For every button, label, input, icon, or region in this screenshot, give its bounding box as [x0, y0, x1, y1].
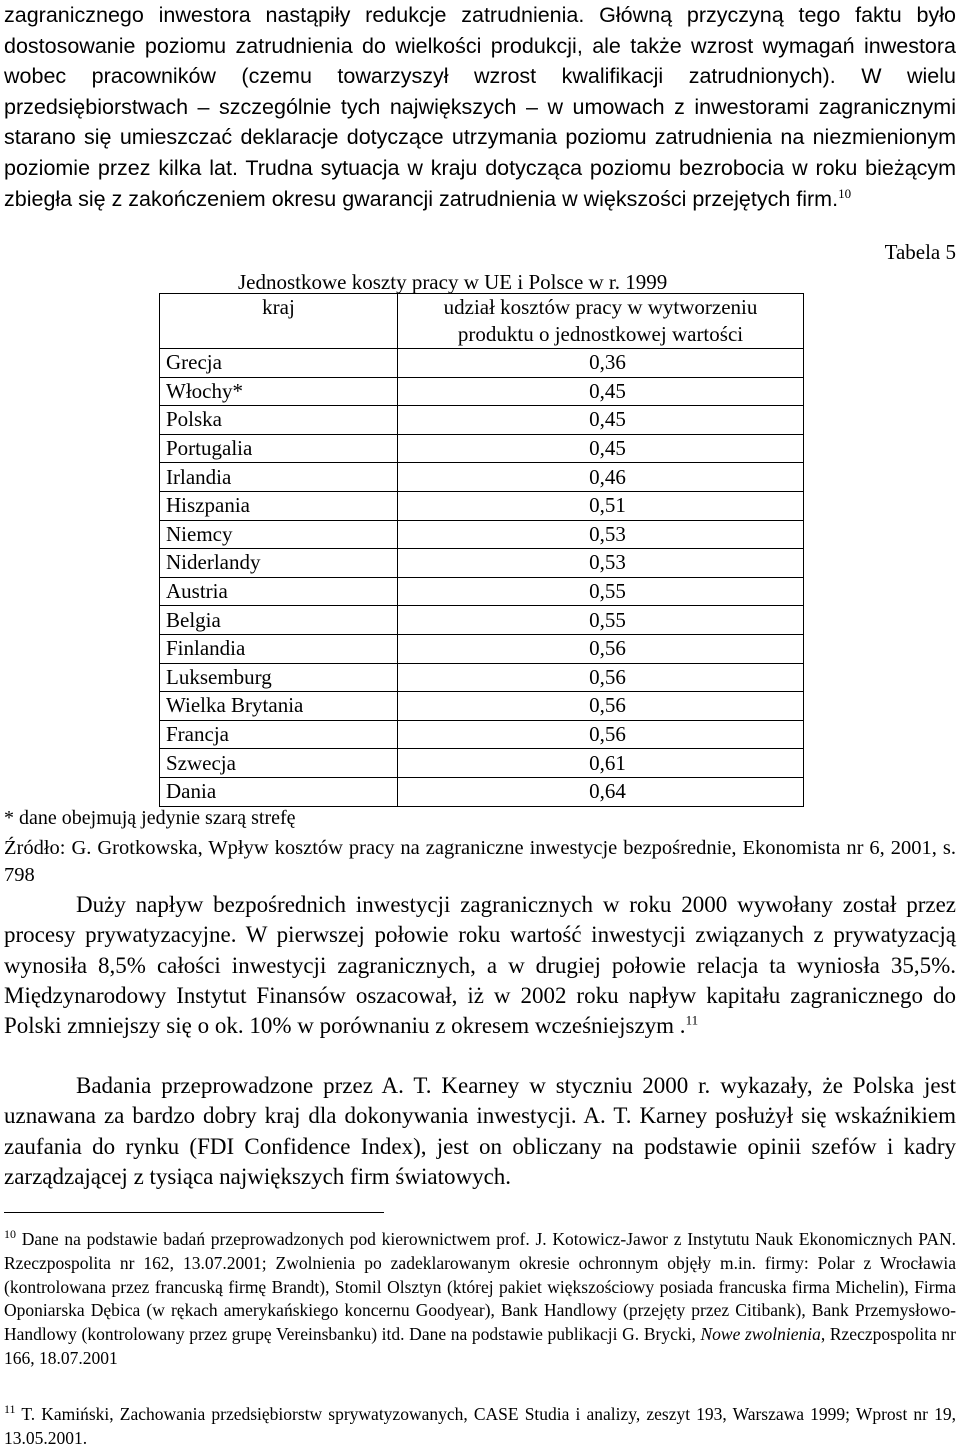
cell-kraj: Portugalia — [160, 434, 398, 463]
paragraph-3: Badania przeprowadzone przez A. T. Kearney w styczniu 2000 r. wykazały, że Polska jest uznawana za bardzo dobry kraj dla dokonywania inwestycji. A. T. Karney posłużył się wskaźnikiem zaufania do rynku (FDI Confidence Index), jest on obliczany na podstawie opinii szefów i kadry zarządzającej z tysiąca największych firm światowych. — [4, 1073, 956, 1189]
table-row — [160, 349, 804, 378]
cell-value: 0,45 — [398, 434, 804, 463]
intro-paragraph-text: zagranicznego inwestora nastąpiły redukcje zatrudnienia. Główną przyczyną tego faktu było dostosowanie poziomu zatrudnienia do wielkości produkcji, ale także wzrost wymagań inwestora wobec pracowników (czemu towarzyszył wzrost kwalifikacji zatrudnionych). W wielu przedsiębiorstwach – szczególnie tych największych – w umowach z inwestorami zagranicznymi starano się umieszczać deklaracje dotyczące utrzymania poziomu zatrudnienia na niezmienionym poziomie przez kilka lat. Trudna sytuacja w kraju dotycząca poziomu bezrobocia w roku bieżącym zbiegła się z zakończeniem okresu gwarancji zatrudnienia w większości przejętych firm. — [4, 3, 956, 211]
header-udzial: udział kosztów pracy w wytworzeniu produktu o jednostkowej wartości — [398, 294, 804, 349]
cell-kraj: Wielka Brytania — [160, 692, 398, 721]
table-header-row — [160, 294, 804, 349]
footnote-ref-10[interactable]: 10 — [838, 185, 852, 201]
footnote-10-text-after: , Rzeczpospolita nr 166, 18.07.2001 — [4, 1324, 957, 1368]
cell-value: 0,61 — [398, 749, 804, 778]
cell-value: 0,53 — [398, 520, 804, 549]
cell-value: 0,64 — [398, 777, 804, 806]
table-row — [160, 606, 804, 635]
cell-kraj: Luksemburg — [160, 663, 398, 692]
cell-value: 0,55 — [398, 606, 804, 635]
cell-kraj: Polska — [160, 406, 398, 435]
table-row — [160, 377, 804, 406]
cell-kraj: Niderlandy — [160, 549, 398, 578]
cell-value: 0,51 — [398, 491, 804, 520]
cell-value: 0,53 — [398, 549, 804, 578]
paragraph-2-text: Duży napływ bezpośrednich inwestycji zagranicznych w roku 2000 wywołany został przez procesy prywatyzacyjne. W pierwszej połowie roku wartość inwestycji związanych z prywatyzacją wynosiła 8,5% całości inwestycji zagranicznych, a w drugiej połowie relacja ta wyniosła 35,5%. Międzynarodowy Instytut Finansów oszacował, iż w 2002 roku napływ kapitału zagranicznego do Polski zmniejszy się o ok. 10% w porównaniu z okresem wcześniejszym . — [4, 892, 956, 1039]
footnote-10 — [4, 1228, 956, 1371]
cell-kraj: Austria — [160, 577, 398, 606]
footnote-11-number: 11 — [4, 1402, 16, 1417]
cell-kraj: Szwecja — [160, 749, 398, 778]
cell-value: 0,55 — [398, 577, 804, 606]
footnote-11 — [4, 1403, 956, 1451]
cell-kraj: Dania — [160, 777, 398, 806]
intro-paragraph — [4, 0, 956, 214]
table-source: Źródło: G. Grotkowska, Wpływ kosztów pracy na zagraniczne inwestycje bezpośrednie, Ekonomista nr 6, 2001, s. 798 — [4, 837, 956, 886]
table-row — [160, 520, 804, 549]
table-note: * dane obejmują jedynie szarą strefę — [4, 807, 296, 829]
labor-cost-table — [159, 293, 804, 807]
table-row — [160, 463, 804, 492]
paragraph-2 — [4, 890, 956, 1041]
cell-kraj: Finlandia — [160, 634, 398, 663]
table-row — [160, 434, 804, 463]
cell-kraj: Francja — [160, 720, 398, 749]
table-row — [160, 663, 804, 692]
cell-value: 0,36 — [398, 349, 804, 378]
cell-value: 0,56 — [398, 720, 804, 749]
cell-value: 0,56 — [398, 692, 804, 721]
table-body — [160, 349, 804, 807]
footnote-divider — [4, 1212, 384, 1213]
cell-value: 0,56 — [398, 634, 804, 663]
table-row — [160, 549, 804, 578]
table-row — [160, 720, 804, 749]
footnote-ref-11[interactable]: 11 — [685, 1012, 699, 1028]
table-caption: Jednostkowe koszty pracy w UE i Polsce w r. 1999 — [238, 270, 668, 294]
table-row — [160, 749, 804, 778]
cell-kraj: Grecja — [160, 349, 398, 378]
table-row — [160, 577, 804, 606]
table-row — [160, 692, 804, 721]
footnote-11-text: T. Kamiński, Zachowania przedsiębiorstw sprywatyzowanych, CASE Studia i analizy, zeszyt 193, Warszawa 1999; Wprost nr 19, 13.05.2001. — [4, 1404, 956, 1448]
cell-value: 0,56 — [398, 663, 804, 692]
cell-value: 0,45 — [398, 406, 804, 435]
cell-value: 0,46 — [398, 463, 804, 492]
cell-kraj: Hiszpania — [160, 491, 398, 520]
cell-kraj: Irlandia — [160, 463, 398, 492]
cell-kraj: Belgia — [160, 606, 398, 635]
table-row — [160, 491, 804, 520]
cell-kraj: Niemcy — [160, 520, 398, 549]
table-row — [160, 777, 804, 806]
footnote-10-text: Dane na podstawie badań przeprowadzonych pod kierownictwem prof. J. Kotowicz-Jawor z Instytutu Nauk Ekonomicznych PAN. Rzeczpospolita nr 162, 13.07.2001; Zwolnienia po zadeklarowanym okresie ochronnym objęły m.in. firmy: Polar z Wrocławia (kontrolowana przez francuską firmę Brandt), Stomil Olsztyn (której pakiet większościowy posiada francuska firma Michelin), Firma Oponiarska Dębica (w rękach amerykańskiego koncernu Goodyear), Bank Handlowy (przejęty przez Citibank), Bank Przemysłowo-Handlowy (kontrolowany przez grupę Vereinsbanku) itd. Dane na podstawie publikacji G. Brycki, — [4, 1229, 957, 1345]
cell-value: 0,45 — [398, 377, 804, 406]
footnote-10-number: 10 — [4, 1227, 16, 1242]
header-kraj: kraj — [160, 294, 398, 349]
footnote-10-italic: Nowe zwolnienia — [700, 1324, 821, 1345]
table-label: Tabela 5 — [884, 240, 956, 264]
cell-kraj: Włochy* — [160, 377, 398, 406]
table-row — [160, 406, 804, 435]
table-row — [160, 634, 804, 663]
